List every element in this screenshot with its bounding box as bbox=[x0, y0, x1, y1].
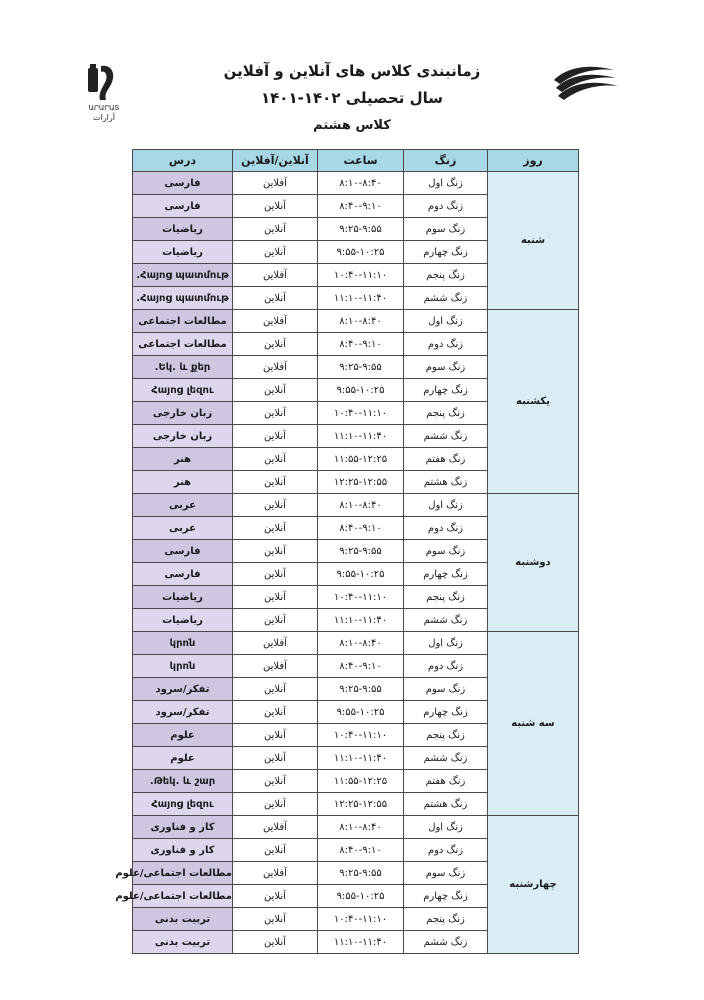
academic-year: سال تحصیلی ۱۴۰۲-۱۴۰۱ bbox=[261, 89, 443, 107]
time-cell: ۹:۲۵-۹:۵۵ bbox=[318, 862, 404, 885]
mode-cell: آنلاین bbox=[233, 517, 318, 540]
table-row bbox=[133, 494, 579, 517]
subject-cell: ریاضیات bbox=[133, 609, 233, 632]
time-cell: ۸:۱۰-۸:۴۰ bbox=[318, 310, 404, 333]
mode-cell: آنلاین bbox=[233, 931, 318, 954]
mode-cell: آنلاین bbox=[233, 701, 318, 724]
mode-cell: آفلاین bbox=[233, 632, 318, 655]
mode-cell: آنلاین bbox=[233, 678, 318, 701]
schedule-body bbox=[115, 172, 579, 954]
subject-cell: تفکر/سرود bbox=[133, 678, 233, 701]
mode-cell: آنلاین bbox=[233, 724, 318, 747]
time-cell: ۸:۱۰-۸:۴۰ bbox=[318, 632, 404, 655]
subject-cell: Եկ. և քեր. bbox=[133, 356, 233, 379]
day-cell: دوشنبه bbox=[488, 494, 579, 632]
bell-cell: زنگ پنجم bbox=[404, 586, 488, 609]
schedule-header bbox=[133, 150, 579, 172]
time-cell: ۱۰:۴۰-۱۱:۱۰ bbox=[318, 586, 404, 609]
bell-cell: زنگ دوم bbox=[404, 839, 488, 862]
mode-cell: آنلاین bbox=[233, 287, 318, 310]
bell-cell: زنگ پنجم bbox=[404, 264, 488, 287]
subject-cell: کار و فناوری bbox=[133, 816, 233, 839]
time-cell: ۸:۴۰-۹:۱۰ bbox=[318, 839, 404, 862]
time-cell: ۸:۴۰-۹:۱۰ bbox=[318, 517, 404, 540]
bell-cell: زنگ ششم bbox=[404, 747, 488, 770]
time-cell: ۹:۲۵-۹:۵۵ bbox=[318, 678, 404, 701]
mode-cell: آفلاین bbox=[233, 816, 318, 839]
bell-cell: زنگ دوم bbox=[404, 517, 488, 540]
subject-cell: Հայոց պատմութ. bbox=[133, 264, 233, 287]
bell-cell: زنگ چهارم bbox=[404, 701, 488, 724]
bell-cell: زنگ سوم bbox=[404, 218, 488, 241]
table-row bbox=[133, 172, 579, 195]
time-cell: ۹:۵۵-۱۰:۲۵ bbox=[318, 701, 404, 724]
time-cell: ۱۱:۱۰-۱۱:۴۰ bbox=[318, 931, 404, 954]
subject-cell: ریاضیات bbox=[133, 586, 233, 609]
subject-cell: زبان خارجی bbox=[133, 402, 233, 425]
bell-cell: زنگ پنجم bbox=[404, 724, 488, 747]
subject-cell: عربی bbox=[133, 517, 233, 540]
mode-cell: آنلاین bbox=[233, 379, 318, 402]
bell-cell: زنگ سوم bbox=[404, 356, 488, 379]
time-cell: ۸:۱۰-۸:۴۰ bbox=[318, 816, 404, 839]
time-cell: ۹:۲۵-۹:۵۵ bbox=[318, 356, 404, 379]
subject-cell: تربیت بدنی bbox=[133, 931, 233, 954]
mode-cell: آنلاین bbox=[233, 563, 318, 586]
table-row bbox=[133, 816, 579, 839]
subject-cell: فارسی bbox=[133, 195, 233, 218]
time-cell: ۱۱:۵۵-۱۲:۲۵ bbox=[318, 770, 404, 793]
time-cell: ۱۰:۴۰-۱۱:۱۰ bbox=[318, 724, 404, 747]
time-cell: ۱۱:۱۰-۱۱:۴۰ bbox=[318, 747, 404, 770]
column-header-day: روز bbox=[488, 150, 579, 172]
bell-cell: زنگ سوم bbox=[404, 862, 488, 885]
subject-cell: فارسی bbox=[133, 563, 233, 586]
column-header-mode: آنلاین/آفلاین bbox=[233, 150, 318, 172]
bell-cell: زنگ هشتم bbox=[404, 793, 488, 816]
bell-cell: زنگ پنجم bbox=[404, 402, 488, 425]
mode-cell: آفلاین bbox=[233, 172, 318, 195]
table-row bbox=[133, 310, 579, 333]
bell-cell: زنگ دوم bbox=[404, 655, 488, 678]
mode-cell: آنلاین bbox=[233, 402, 318, 425]
bell-cell: زنگ چهارم bbox=[404, 241, 488, 264]
bell-cell: زنگ ششم bbox=[404, 609, 488, 632]
header-row bbox=[133, 150, 579, 172]
mode-cell: آنلاین bbox=[233, 195, 318, 218]
bell-cell: زنگ هفتم bbox=[404, 770, 488, 793]
time-cell: ۹:۵۵-۱۰:۲۵ bbox=[318, 885, 404, 908]
time-cell: ۸:۴۰-۹:۱۰ bbox=[318, 655, 404, 678]
time-cell: ۸:۱۰-۸:۴۰ bbox=[318, 494, 404, 517]
mode-cell: آنلاین bbox=[233, 908, 318, 931]
subject-cell: ریاضیات bbox=[133, 218, 233, 241]
mode-cell: آنلاین bbox=[233, 448, 318, 471]
bell-cell: زنگ اول bbox=[404, 310, 488, 333]
bell-cell: زنگ دوم bbox=[404, 333, 488, 356]
subject-cell: هنر bbox=[133, 471, 233, 494]
mode-cell: آنلاین bbox=[233, 471, 318, 494]
subject-cell: زبان خارجی bbox=[133, 425, 233, 448]
bell-cell: زنگ سوم bbox=[404, 540, 488, 563]
bell-cell: زنگ اول bbox=[404, 816, 488, 839]
time-cell: ۹:۲۵-۹:۵۵ bbox=[318, 218, 404, 241]
time-cell: ۸:۴۰-۹:۱۰ bbox=[318, 333, 404, 356]
time-cell: ۱۲:۲۵-۱۲:۵۵ bbox=[318, 471, 404, 494]
mode-cell: آفلاین bbox=[233, 310, 318, 333]
day-cell: سه شنبه bbox=[488, 632, 579, 816]
column-header-subject: درس bbox=[133, 150, 233, 172]
time-cell: ۱۰:۴۰-۱۱:۱۰ bbox=[318, 264, 404, 287]
subject-cell: علوم bbox=[133, 724, 233, 747]
mode-cell: آنلاین bbox=[233, 885, 318, 908]
class-name: کلاس هشتم bbox=[313, 118, 391, 133]
mode-cell: آنلاین bbox=[233, 793, 318, 816]
bell-cell: زنگ دوم bbox=[404, 195, 488, 218]
column-header-time: ساعت bbox=[318, 150, 404, 172]
subject-cell: مطالعات اجتماعی/علوم bbox=[133, 885, 233, 908]
time-cell: ۱۱:۱۰-۱۱:۴۰ bbox=[318, 425, 404, 448]
subject-cell: تفکر/سرود bbox=[133, 701, 233, 724]
time-cell: ۱۱:۱۰-۱۱:۴۰ bbox=[318, 287, 404, 310]
mode-cell: آنلاین bbox=[233, 494, 318, 517]
schedule-table bbox=[115, 149, 579, 954]
bell-cell: زنگ هفتم bbox=[404, 448, 488, 471]
subject-cell: مطالعات اجتماعی bbox=[133, 310, 233, 333]
mode-cell: آفلاین bbox=[233, 862, 318, 885]
subject-cell: مطالعات اجتماعی/علوم bbox=[133, 862, 233, 885]
time-cell: ۹:۵۵-۱۰:۲۵ bbox=[318, 241, 404, 264]
mode-cell: آنلاین bbox=[233, 333, 318, 356]
subject-cell: Հայոց լեզու bbox=[133, 793, 233, 816]
bell-cell: زنگ چهارم bbox=[404, 379, 488, 402]
mode-cell: آفلاین bbox=[233, 356, 318, 379]
time-cell: ۱۱:۱۰-۱۱:۴۰ bbox=[318, 609, 404, 632]
bell-cell: زنگ ششم bbox=[404, 425, 488, 448]
bell-cell: زنگ هشتم bbox=[404, 471, 488, 494]
document-title: زمانبندی کلاس های آنلاین و آفلاین bbox=[223, 62, 481, 80]
subject-cell: فارسی bbox=[133, 172, 233, 195]
time-cell: ۸:۱۰-۸:۴۰ bbox=[318, 172, 404, 195]
bell-cell: زنگ چهارم bbox=[404, 885, 488, 908]
mode-cell: آفلاین bbox=[233, 655, 318, 678]
subject-cell: هنر bbox=[133, 448, 233, 471]
subject-cell: کار و فناوری bbox=[133, 839, 233, 862]
subject-cell: կրոն bbox=[133, 655, 233, 678]
bell-cell: زنگ ششم bbox=[404, 931, 488, 954]
subject-cell: عربی bbox=[133, 494, 233, 517]
mode-cell: آنلاین bbox=[233, 747, 318, 770]
mode-cell: آنلاین bbox=[233, 241, 318, 264]
bell-cell: زنگ چهارم bbox=[404, 563, 488, 586]
mode-cell: آنلاین bbox=[233, 839, 318, 862]
subject-cell: Հայոց պատմութ. bbox=[133, 287, 233, 310]
time-cell: ۱۰:۴۰-۱۱:۱۰ bbox=[318, 908, 404, 931]
day-cell: یکشنبه bbox=[488, 310, 579, 494]
subject-cell: تربیت بدنی bbox=[133, 908, 233, 931]
time-cell: ۱۱:۵۵-۱۲:۲۵ bbox=[318, 448, 404, 471]
bell-cell: زنگ سوم bbox=[404, 678, 488, 701]
subject-cell: Հայոց լեզու bbox=[133, 379, 233, 402]
time-cell: ۹:۵۵-۱۰:۲۵ bbox=[318, 379, 404, 402]
document-header bbox=[0, 58, 704, 139]
bell-cell: زنگ اول bbox=[404, 632, 488, 655]
subject-cell: فارسی bbox=[133, 540, 233, 563]
mode-cell: آنلاین bbox=[233, 218, 318, 241]
mode-cell: آنلاین bbox=[233, 586, 318, 609]
mode-cell: آنلاین bbox=[233, 609, 318, 632]
mode-cell: آفلاین bbox=[233, 264, 318, 287]
time-cell: ۸:۴۰-۹:۱۰ bbox=[318, 195, 404, 218]
mode-cell: آنلاین bbox=[233, 540, 318, 563]
svg-text:ԱՐԱՐԱՏ: ԱՐԱՐԱՏ bbox=[88, 104, 120, 112]
mode-cell: آنلاین bbox=[233, 425, 318, 448]
subject-cell: Թեկ. և շար. bbox=[133, 770, 233, 793]
time-cell: ۹:۲۵-۹:۵۵ bbox=[318, 540, 404, 563]
time-cell: ۱۲:۲۵-۱۲:۵۵ bbox=[318, 793, 404, 816]
subject-cell: علوم bbox=[133, 747, 233, 770]
subject-cell: مطالعات اجتماعی bbox=[133, 333, 233, 356]
bell-cell: زنگ پنجم bbox=[404, 908, 488, 931]
table-row bbox=[133, 632, 579, 655]
column-header-bell: زنگ bbox=[404, 150, 488, 172]
mode-cell: آنلاین bbox=[233, 770, 318, 793]
bell-cell: زنگ ششم bbox=[404, 287, 488, 310]
bell-cell: زنگ اول bbox=[404, 494, 488, 517]
subject-cell: ریاضیات bbox=[133, 241, 233, 264]
day-cell: چهارشنبه bbox=[488, 816, 579, 954]
day-cell: شنبه bbox=[488, 172, 579, 310]
svg-text:آرارات: آرارات bbox=[93, 113, 115, 122]
bell-cell: زنگ اول bbox=[404, 172, 488, 195]
time-cell: ۱۰:۴۰-۱۱:۱۰ bbox=[318, 402, 404, 425]
time-cell: ۹:۵۵-۱۰:۲۵ bbox=[318, 563, 404, 586]
subject-cell: կրոն bbox=[133, 632, 233, 655]
